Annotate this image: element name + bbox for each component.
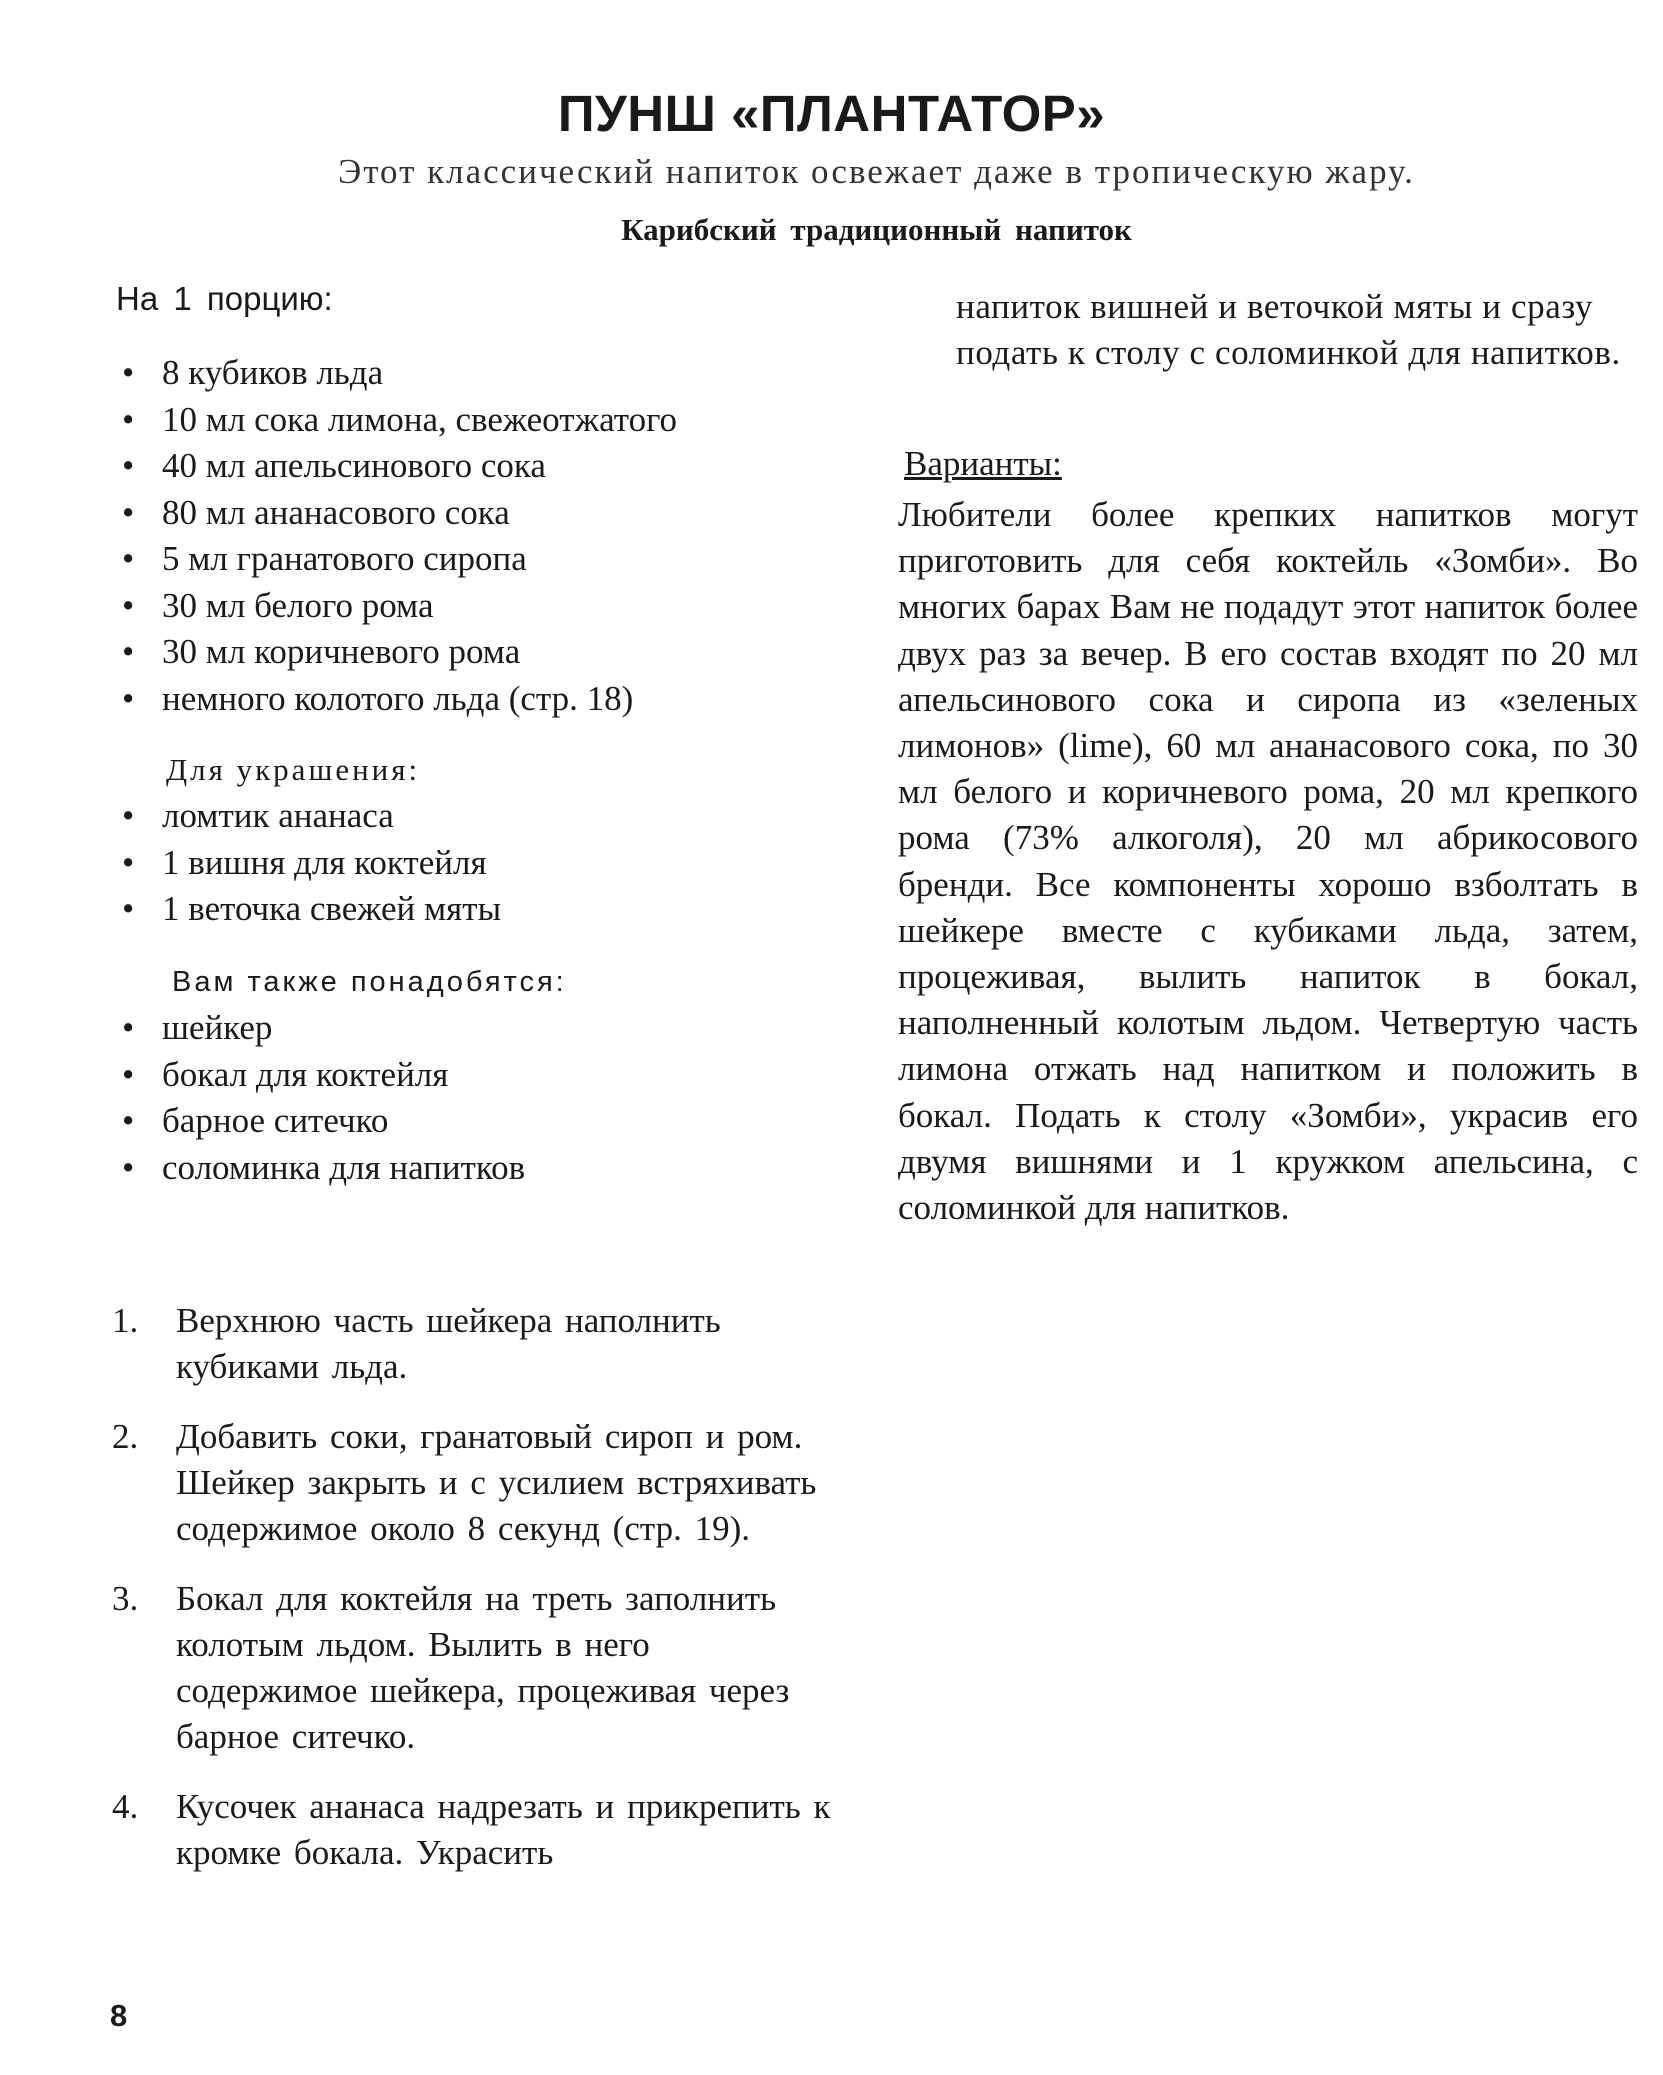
equipment-list: [122, 1005, 525, 1191]
serving-label: На 1 порцию:: [116, 280, 333, 317]
ingredient-item: • 30 мл белого рома: [122, 583, 677, 630]
step-item: [112, 1784, 832, 1876]
step-continuation: напиток вишней и веточкой мяты и сразу подать к столу с соломинкой для напитков.: [956, 287, 1621, 372]
garnish-item: • 1 вишня для коктейля: [122, 840, 501, 887]
step-item: [112, 1414, 832, 1552]
step-text: Бокал для коктейля на треть заполнить колотым льдом. Вылить в него содержимое шейкера, процеживая через барное ситечко.: [176, 1579, 790, 1756]
ingredients-list: [122, 350, 677, 722]
ingredient-item: • 8 кубиков льда: [122, 350, 677, 397]
step-text: Кусочек ананаса надрезать и прикрепить к кромке бокала. Украсить: [176, 1787, 831, 1872]
ingredient-item: • 80 мл ананасового сока: [122, 490, 677, 537]
equipment-label: Вам также понадобятся:: [172, 966, 567, 998]
step-number: 1.: [112, 1301, 139, 1340]
page-number: 8: [110, 1998, 128, 2033]
equipment-item: • барное ситечко: [122, 1098, 525, 1145]
ingredient-item: • 40 мл апельсинового сока: [122, 443, 677, 490]
equipment-item: • соломинка для напитков: [122, 1145, 525, 1192]
subtitle: Этот классический напиток освежает даже в тропическую жару.: [338, 152, 1415, 191]
equipment-item: • шейкер: [122, 1005, 525, 1052]
steps-list: [112, 1298, 832, 1900]
step-text: Верхнюю часть шейкера наполнить кубиками льда.: [176, 1301, 721, 1386]
garnish-label: Для украшения:: [166, 752, 421, 787]
step-item: [112, 1298, 832, 1390]
garnish-item: • ломтик ананаса: [122, 793, 501, 840]
origin-caption: Карибский традиционный напиток: [621, 212, 1132, 247]
page-title: ПУНШ «ПЛАНТАТОР»: [557, 85, 1106, 142]
step-number: 2.: [112, 1417, 139, 1456]
step-item: [112, 1576, 832, 1760]
garnish-item: • 1 веточка свежей мяты: [122, 886, 501, 933]
ingredient-item: • 5 мл гранатового сиропа: [122, 536, 677, 583]
variants-heading: Варианты:: [904, 444, 1062, 483]
garnish-list: [122, 793, 501, 933]
step-text: Добавить соки, гранатовый сироп и ром. Шейкер закрыть и с усилием встряхивать содержимое около 8 секунд (стр. 19).: [176, 1417, 817, 1548]
step-number: 4.: [112, 1787, 139, 1826]
step-number: 3.: [112, 1579, 139, 1618]
variants-text: Любители более крепких напитков могут приготовить для себя коктейль «Зомби». Во многих барах Вам не подадут этот напиток более двух раз за вечер. В его состав входят по 20 мл апельсинового сока и сиропа из «зеленых лимонов» (lime), 60 мл ананасового сока, по 30 мл белого и коричневого рома, 20 мл крепкого рома (73% алкоголя), 20 мл абрикосового бренди. Все компоненты хорошо взболтать в шейкере вместе с кубиками льда, затем, процеживая, вылить напиток в бокал, наполненный колотым льдом. Четвертую часть лимона отжать над напитком и положить в бокал. Подать к столу «Зомби», украсив его двумя вишнями и 1 кружком апельсина, с соломинкой для напитков.: [898, 495, 1638, 1228]
ingredient-item: • 10 мл сока лимона, свежеотжатого: [122, 397, 677, 444]
ingredient-item: • 30 мл коричневого рома: [122, 629, 677, 676]
ingredient-item: • немного колотого льда (стр. 18): [122, 676, 677, 723]
equipment-item: • бокал для коктейля: [122, 1052, 525, 1099]
